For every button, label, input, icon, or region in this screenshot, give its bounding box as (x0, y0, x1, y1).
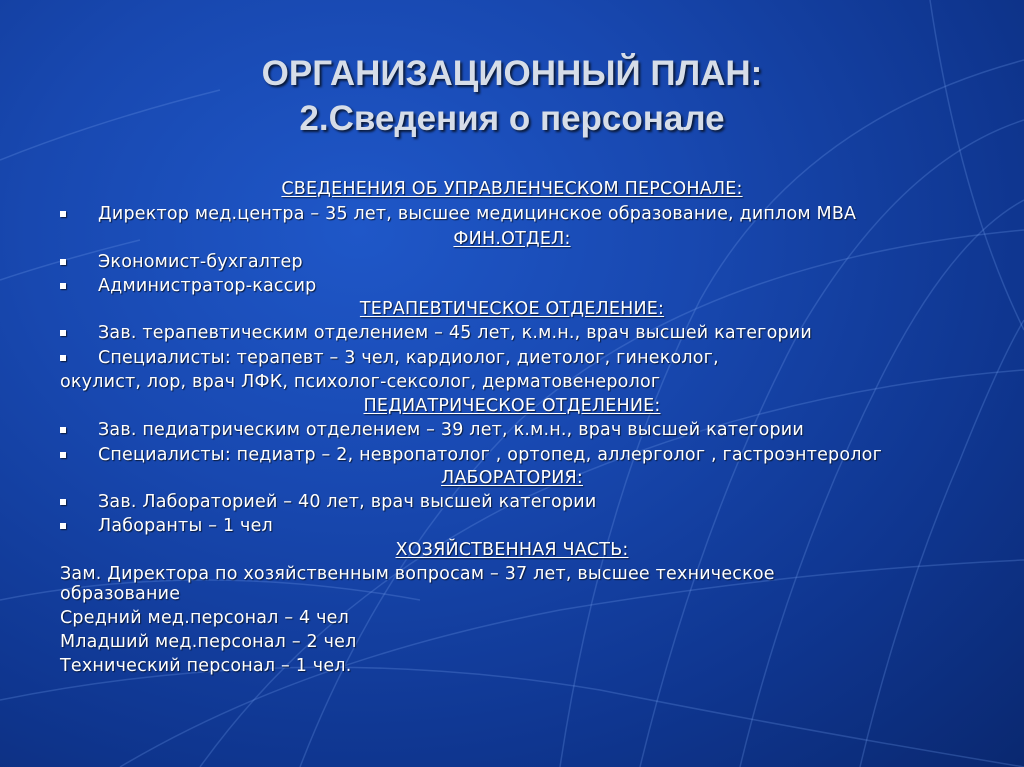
section-heading: ПЕДИАТРИЧЕСКОЕ ОТДЕЛЕНИЕ: (363, 396, 661, 416)
text-line: Зам. Директора по хозяйственным вопросам – 37 лет, высшее техническое (60, 564, 775, 584)
text-line: Младший мед.персонал – 2 чел (60, 632, 357, 652)
bullet-item: Зав. Лабораторией – 40 лет, врач высшей категории (98, 492, 597, 512)
section-heading: ЛАБОРАТОРИЯ: (441, 468, 583, 488)
slide-title: ОРГАНИЗАЦИОННЫЙ ПЛАН: (261, 54, 763, 93)
bullet-item: Специалисты: педиатр – 2, невропатолог , ортопед, аллерголог , гастроэнтеролог (98, 445, 882, 465)
bullet-marker (60, 452, 66, 458)
section-heading: СВЕДЕНЕНИЯ ОБ УПРАВЛЕНЧЕСКОМ ПЕРСОНАЛЕ: (281, 179, 743, 199)
section-heading: ФИН.ОТДЕЛ: (453, 229, 571, 249)
bullet-marker (60, 499, 66, 505)
bullet-item: Экономист-бухгалтер (98, 252, 303, 272)
bullet-item: Зав. терапевтическим отделением – 45 лет, к.м.н., врач высшей категории (98, 323, 812, 343)
bullet-marker (60, 427, 66, 433)
bullet-item: Директор мед.центра – 35 лет, высшее медицинское образование, диплом МВА (98, 204, 857, 224)
text-line: Технический персонал – 1 чел. (60, 656, 352, 676)
bullet-item: Администратор-кассир (98, 276, 317, 296)
bullet-marker (60, 259, 66, 265)
text-line: окулист, лор, врач ЛФК, психолог-сексолог, дерматовенеролог (60, 372, 661, 392)
section-heading: ХОЗЯЙСТВЕННАЯ ЧАСТЬ: (395, 540, 629, 560)
slide-subtitle: 2.Сведения о персонале (299, 99, 725, 138)
bullet-marker (60, 355, 66, 361)
bullet-item: Лаборанты – 1 чел (98, 516, 273, 536)
text-line: образование (60, 584, 181, 604)
bullet-marker (60, 211, 66, 217)
text-line: Средний мед.персонал – 4 чел (60, 608, 350, 628)
bullet-item: Зав. педиатрическим отделением – 39 лет, к.м.н., врач высшей категории (98, 420, 804, 440)
bullet-marker (60, 283, 66, 289)
section-heading: ТЕРАПЕВТИЧЕСКОЕ ОТДЕЛЕНИЕ: (359, 299, 665, 319)
bullet-item: Специалисты: терапевт – 3 чел, кардиолог, диетолог, гинеколог, (98, 348, 719, 368)
bullet-marker (60, 523, 66, 529)
bullet-marker (60, 330, 66, 336)
